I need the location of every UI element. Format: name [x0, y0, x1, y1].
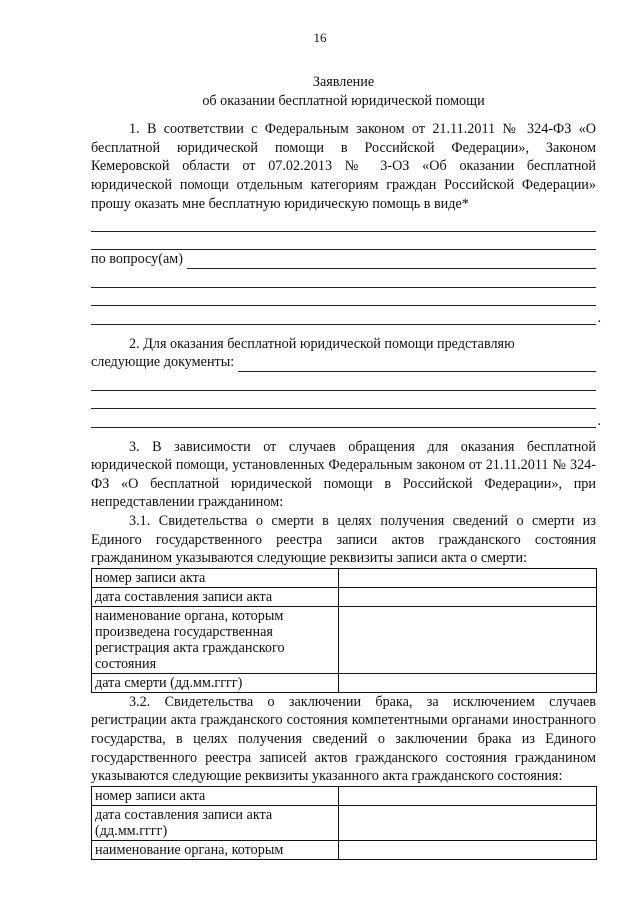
table-cell-label: дата смерти (дд.мм.гггг) [92, 673, 339, 692]
table-row [92, 786, 597, 805]
marriage-record-table [91, 786, 597, 860]
table-cell-value[interactable] [339, 606, 597, 673]
question-line-2[interactable] [91, 269, 596, 288]
table-cell-label: дата составления записи акта [92, 587, 339, 606]
section-3-text: 3. В зависимости от случаев обращения для оказания бесплатной юридической помощи, установленных Федеральным законом от 21.11.2011 № 324-ФЗ «О бесплатной юридической помощи в Российской Федерации», при непредставлении гражданином: [91, 438, 596, 511]
section-1-text: 1. В соответствии с Федеральным законом от 21.11.2011 № 324-ФЗ «О бесплатной юридической помощи в Российской Федерации», Законом Кемеровской области от 07.02.2013 № 3-ОЗ «Об оказании бесплатной юридической помощи отдельным категориям граждан Российской Федерации» прошу оказать мне бесплатную юридическую помощь в виде* [91, 121, 596, 212]
form-title: Заявление [312, 74, 375, 90]
table-cell-value[interactable] [339, 673, 597, 692]
table-cell-label: номер записи акта [92, 568, 339, 587]
documents-row [91, 353, 596, 372]
table-cell-value[interactable] [339, 568, 597, 587]
table-cell-value[interactable] [339, 840, 597, 859]
table-row [92, 673, 597, 692]
table-row [92, 840, 597, 859]
table-cell-value[interactable] [339, 786, 597, 805]
section-2-text: 2. Для оказания бесплатной юридической помощи представляю [129, 335, 515, 352]
table-row [92, 805, 597, 840]
section-3-2-text: 3.2. Свидетельства о заключении брака, за исключением случаев регистрации акта гражданского состояния компетентными органами иностранного государства, в целях получения сведений о заключении брака из Единого государственного реестра записей актов гражданского состояния гражданином указываются следующие реквизиты указанного акта гражданского состояния: [91, 693, 596, 785]
question-row [91, 250, 596, 269]
table-row [92, 606, 597, 673]
table-cell-label: наименование органа, которым [92, 840, 339, 859]
table-cell-label: дата составления записи акта (дд.мм.гггг) [92, 805, 339, 840]
table-cell-label: номер записи акта [92, 786, 339, 805]
table-row [92, 568, 597, 587]
table-cell-value[interactable] [339, 805, 597, 840]
page-number: 16 [313, 30, 327, 45]
documents-line-2[interactable] [91, 372, 596, 391]
assistance-type-line-1[interactable] [91, 213, 596, 232]
documents-label: следующие документы: [91, 354, 235, 371]
table-cell-value[interactable] [339, 587, 597, 606]
documents-line-4[interactable] [91, 409, 596, 428]
application-form [91, 73, 596, 860]
question-label: по вопросу(ам) [91, 251, 183, 268]
death-record-table [91, 568, 597, 693]
documents-line-3[interactable] [91, 391, 596, 410]
form-subtitle: об оказании бесплатной юридической помощи [202, 92, 485, 109]
question-line-1[interactable] [187, 253, 596, 269]
assistance-type-line-2[interactable] [91, 232, 596, 251]
question-line-4[interactable] [91, 306, 596, 325]
table-row [92, 587, 597, 606]
table-cell-label: наименование органа, которым произведена государственная регистрация акта гражданского состояния [92, 606, 339, 673]
question-line-3[interactable] [91, 288, 596, 307]
section-3-1-text: 3.1. Свидетельства о смерти в целях получения сведений о смерти из Единого государственного реестра записи актов гражданского состояния гражданином указываются следующие реквизиты записи акта о смерти: [91, 513, 596, 567]
documents-line-1[interactable] [238, 356, 596, 372]
